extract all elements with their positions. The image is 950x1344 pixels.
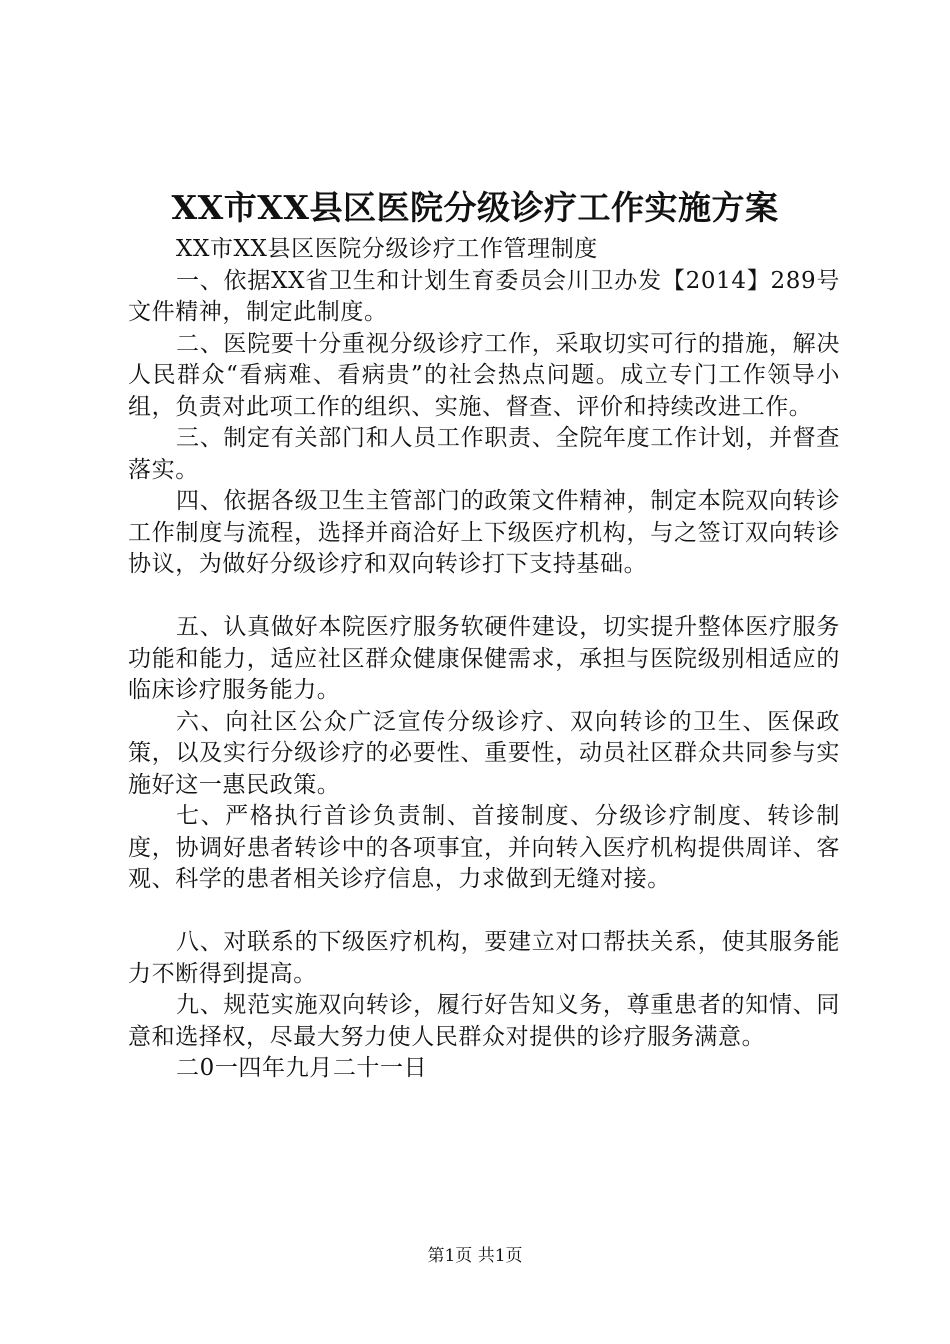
document-subtitle: XX市XX县区医院分级诊疗工作管理制度 — [176, 236, 598, 262]
paragraph-1: 一、依据XX省卫生和计划生育委员会川卫办发【2014】289号文件精神，制定此制度。 — [128, 267, 840, 325]
paragraph-6: 六、向社区公众广泛宣传分级诊疗、双向转诊的卫生、医保政策，以及实行分级诊疗的必要性、重要性，动员社区群众共同参与实施好这一惠民政策。 — [128, 708, 840, 798]
paragraph-spacer — [128, 896, 840, 928]
paragraph-8: 八、对联系的下级医疗机构，要建立对口帮扶关系，使其服务能力不断得到提高。 — [128, 929, 840, 987]
paragraph-9: 九、规范实施双向转诊，履行好告知义务，尊重患者的知情、同意和选择权，尽最大努力使人民群众对提供的诊疗服务满意。 — [128, 992, 840, 1050]
document-body — [128, 234, 840, 1085]
document-title: XX市XX县区医院分级诊疗工作实施方案 — [171, 188, 779, 227]
paragraph-spacer — [128, 581, 840, 613]
document-date: 二0一四年九月二十一日 — [176, 1055, 428, 1081]
page-number-footer: 第1页 共1页 — [427, 1246, 523, 1266]
paragraph-3: 三、制定有关部门和人员工作职责、全院年度工作计划，并督查落实。 — [128, 425, 840, 483]
paragraph-7: 七、严格执行首诊负责制、首接制度、分级诊疗制度、转诊制度，协调好患者转诊中的各项事宜，并向转入医疗机构提供周详、客观、科学的患者相关诊疗信息，力求做到无缝对接。 — [128, 803, 840, 892]
paragraph-5: 五、认真做好本院医疗服务软硬件建设，切实提升整体医疗服务功能和能力，适应社区群众健康保健需求，承担与医院级别相适应的临床诊疗服务能力。 — [128, 614, 840, 703]
paragraph-2: 二、医院要十分重视分级诊疗工作，采取切实可行的措施，解决人民群众“看病难、看病贵”的社会热点问题。成立专门工作领导小组，负责对此项工作的组织、实施、督查、评价和持续改进工作。 — [128, 330, 840, 420]
paragraph-4: 四、依据各级卫生主管部门的政策文件精神，制定本院双向转诊工作制度与流程，选择并商洽好上下级医疗机构，与之签订双向转诊协议，为做好分级诊疗和双向转诊打下支持基础。 — [128, 488, 840, 577]
